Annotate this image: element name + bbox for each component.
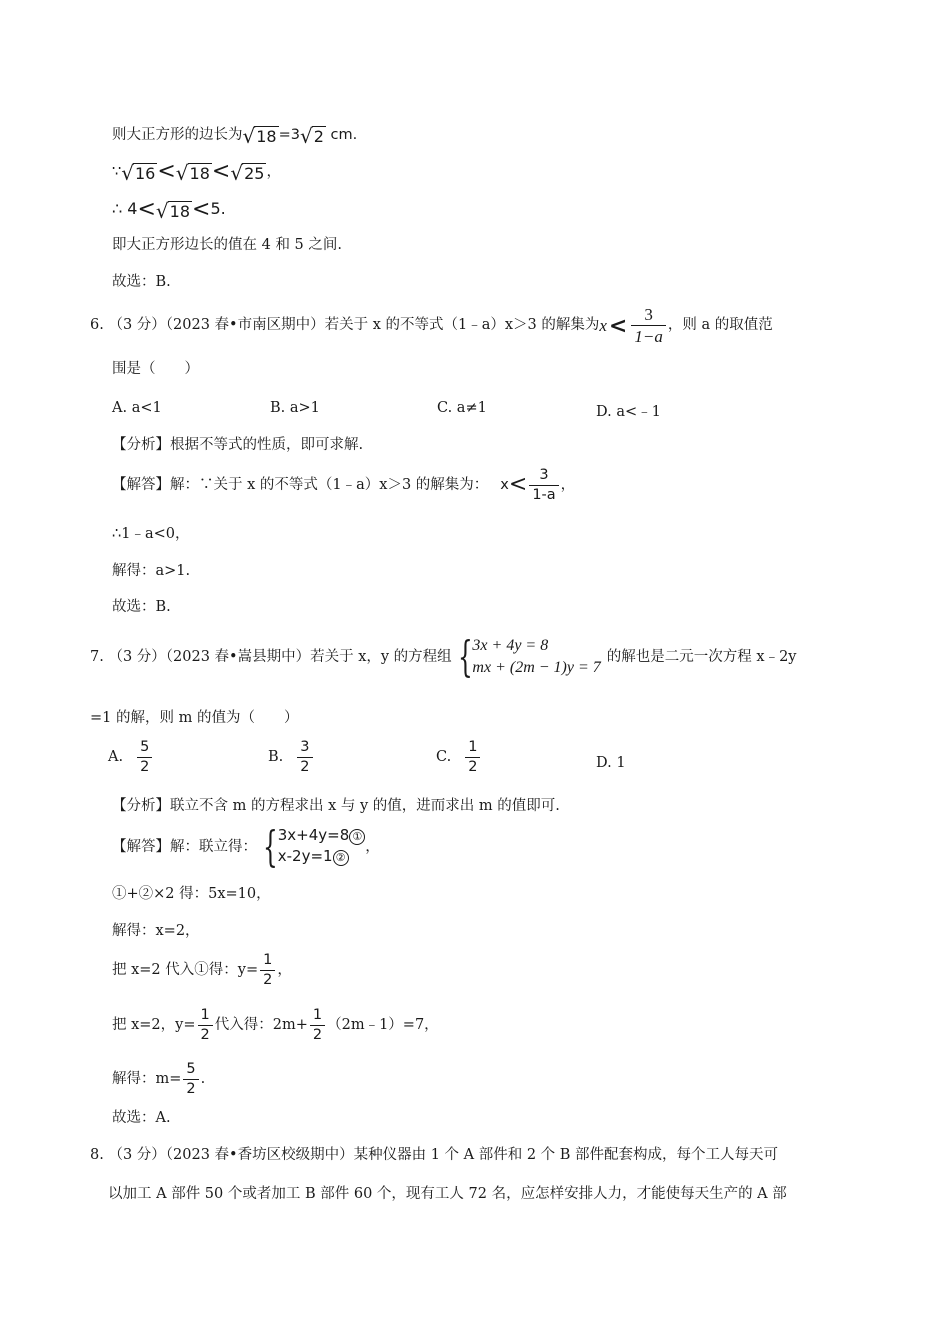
lt-symbol: <: [157, 159, 176, 184]
text: （2m﹣1）=7，: [327, 1016, 439, 1033]
option-label: A.: [108, 749, 124, 765]
q7-option-c[interactable]: [436, 740, 482, 774]
fraction-five-halves: $\frac{5}{2}$: [183, 1062, 198, 1096]
text: =3: [278, 127, 300, 143]
sqrt-2: √ 2: [299, 124, 324, 148]
text: .: [200, 1070, 206, 1087]
q7-step-5: [112, 1062, 205, 1096]
q7-equation-system: [452, 632, 601, 681]
fraction: $\frac{1}{2}$: [465, 740, 480, 774]
sqrt-18: √ 18: [155, 199, 190, 223]
lt-symbol: <: [508, 472, 528, 497]
text: cm.: [325, 127, 358, 143]
q7-choice: 故选：A.: [112, 1110, 171, 1126]
q7-step-4: [112, 1008, 439, 1042]
left-brace-icon: {: [263, 822, 278, 871]
var-x: x: [599, 316, 607, 335]
text: ，则 a 的取值范: [667, 317, 773, 334]
q7-step-3: [112, 953, 292, 987]
circled-one-icon: ①: [349, 829, 365, 845]
text: 的解也是二元一次方程 x﹣2y: [606, 648, 797, 665]
text: ∴ 4: [112, 199, 138, 218]
text: ，: [277, 961, 292, 978]
system-row-1: 3x+4y=8 ①: [278, 828, 366, 845]
q6-step-2: 解得：a>1.: [112, 563, 191, 579]
text: 5.: [210, 199, 226, 218]
s5-line-side-length: [112, 126, 357, 146]
q7-answer-system: [257, 822, 365, 871]
q6-stem: [90, 306, 773, 345]
s5-choice: 故选：B.: [112, 274, 171, 290]
option-label: C.: [436, 749, 452, 765]
left-brace-icon: {: [457, 632, 473, 681]
q7-option-d[interactable]: D. 1: [596, 755, 626, 771]
fraction-one-half: $\frac{1}{2}$: [198, 1008, 213, 1042]
fraction: $\frac{3}{2}$: [297, 740, 312, 774]
lt-symbol: <: [192, 197, 211, 222]
fraction-one-half: $\frac{1}{2}$: [260, 953, 275, 987]
q7-analysis: 【分析】联立不含 m 的方程求出 x 与 y 的值，进而求出 m 的值即可.: [112, 798, 560, 814]
q8-stem-line-2: 以加工 A 部件 50 个或者加工 B 部件 60 个，现有工人 72 名，应怎样安排人力，才能使每天生产的 A 部: [108, 1186, 787, 1202]
q6-option-a[interactable]: A. a<1: [112, 400, 162, 416]
q6-step-1: ∴1﹣a<0，: [112, 526, 190, 542]
text: 则大正方形的边长为: [112, 127, 243, 143]
var-x: x: [500, 476, 509, 493]
q7-stem-cont: =1 的解，则 m 的值为（ ）: [90, 710, 299, 726]
sqrt-18: √ 18: [242, 124, 277, 148]
q7-step-1: ①+②×2 得：5x=10，: [112, 886, 271, 902]
q7-answer: [112, 822, 380, 871]
s5-line-therefore: [112, 199, 226, 221]
text: 6. （3 分）（2023 春•市南区期中）若关于 x 的不等式（1﹣a）x＞3 的解集为: [90, 317, 600, 334]
sqrt-16: √ 16: [121, 161, 156, 185]
q7-option-a[interactable]: [108, 740, 154, 774]
text: 把 x=2 代入①得：y=: [112, 961, 259, 978]
text: ，: [365, 838, 380, 855]
because-symbol: ∵: [112, 164, 122, 180]
sqrt-18: √ 18: [175, 161, 210, 185]
q6-analysis: 【分析】根据不等式的性质，即可求解.: [112, 437, 364, 453]
lt-symbol: <: [608, 312, 628, 339]
q6-option-b[interactable]: B. a>1: [270, 400, 320, 416]
s5-conclusion: 即大正方形边长的值在 4 和 5 之间.: [112, 237, 342, 253]
text: 7. （3 分）（2023 春•嵩县期中）若关于 x，y 的方程组: [90, 648, 452, 665]
lt-symbol: <: [137, 197, 156, 222]
equation-1: 3x + 4y = 8: [472, 637, 549, 654]
text: ，: [266, 164, 281, 180]
q7-step-2: 解得：x=2，: [112, 923, 200, 939]
fraction-3-over-1-minus-a: $\frac{3}{1-a}$: [631, 306, 665, 345]
fraction-one-half: $\frac{1}{2}$: [310, 1008, 325, 1042]
equation-2: mx + (2m − 1)y = 7: [472, 659, 601, 676]
text: 【解答】解：∵关于 x 的不等式（1﹣a）x＞3 的解集为：: [112, 476, 489, 493]
lt-symbol: <: [211, 159, 231, 184]
q6-option-d[interactable]: D. a<﹣1: [596, 404, 661, 420]
circled-two-icon: ②: [333, 850, 349, 866]
text: ，: [560, 476, 576, 493]
text: 代入得：2m+: [214, 1016, 308, 1033]
s5-line-because: [112, 161, 281, 183]
fraction: $\frac{5}{2}$: [137, 740, 152, 774]
q6-option-c[interactable]: C. a≠1: [437, 400, 487, 416]
q6-choice: 故选：B.: [112, 599, 171, 615]
text: 把 x=2，y=: [112, 1016, 196, 1033]
q7-stem: [90, 632, 797, 681]
fraction-3-over-1-a: $\frac{3}{1-a}$: [529, 468, 558, 502]
system-row-2: x-2y=1 ②: [278, 849, 366, 866]
text: 解得：m=: [112, 1070, 182, 1087]
q6-stem-cont: 围是（ ）: [112, 361, 199, 377]
q8-stem-line-1: 8. （3 分）（2023 春•香坊区校级期中）某种仪器由 1 个 A 部件和 2 个 B 部件配套构成，每个工人每天可: [90, 1147, 779, 1163]
sqrt-25: √ 25: [230, 161, 265, 185]
text: 【解答】解：联立得：: [112, 838, 257, 855]
q7-option-b[interactable]: [268, 740, 315, 774]
option-label: B.: [268, 749, 284, 765]
q6-answer: [112, 468, 575, 502]
